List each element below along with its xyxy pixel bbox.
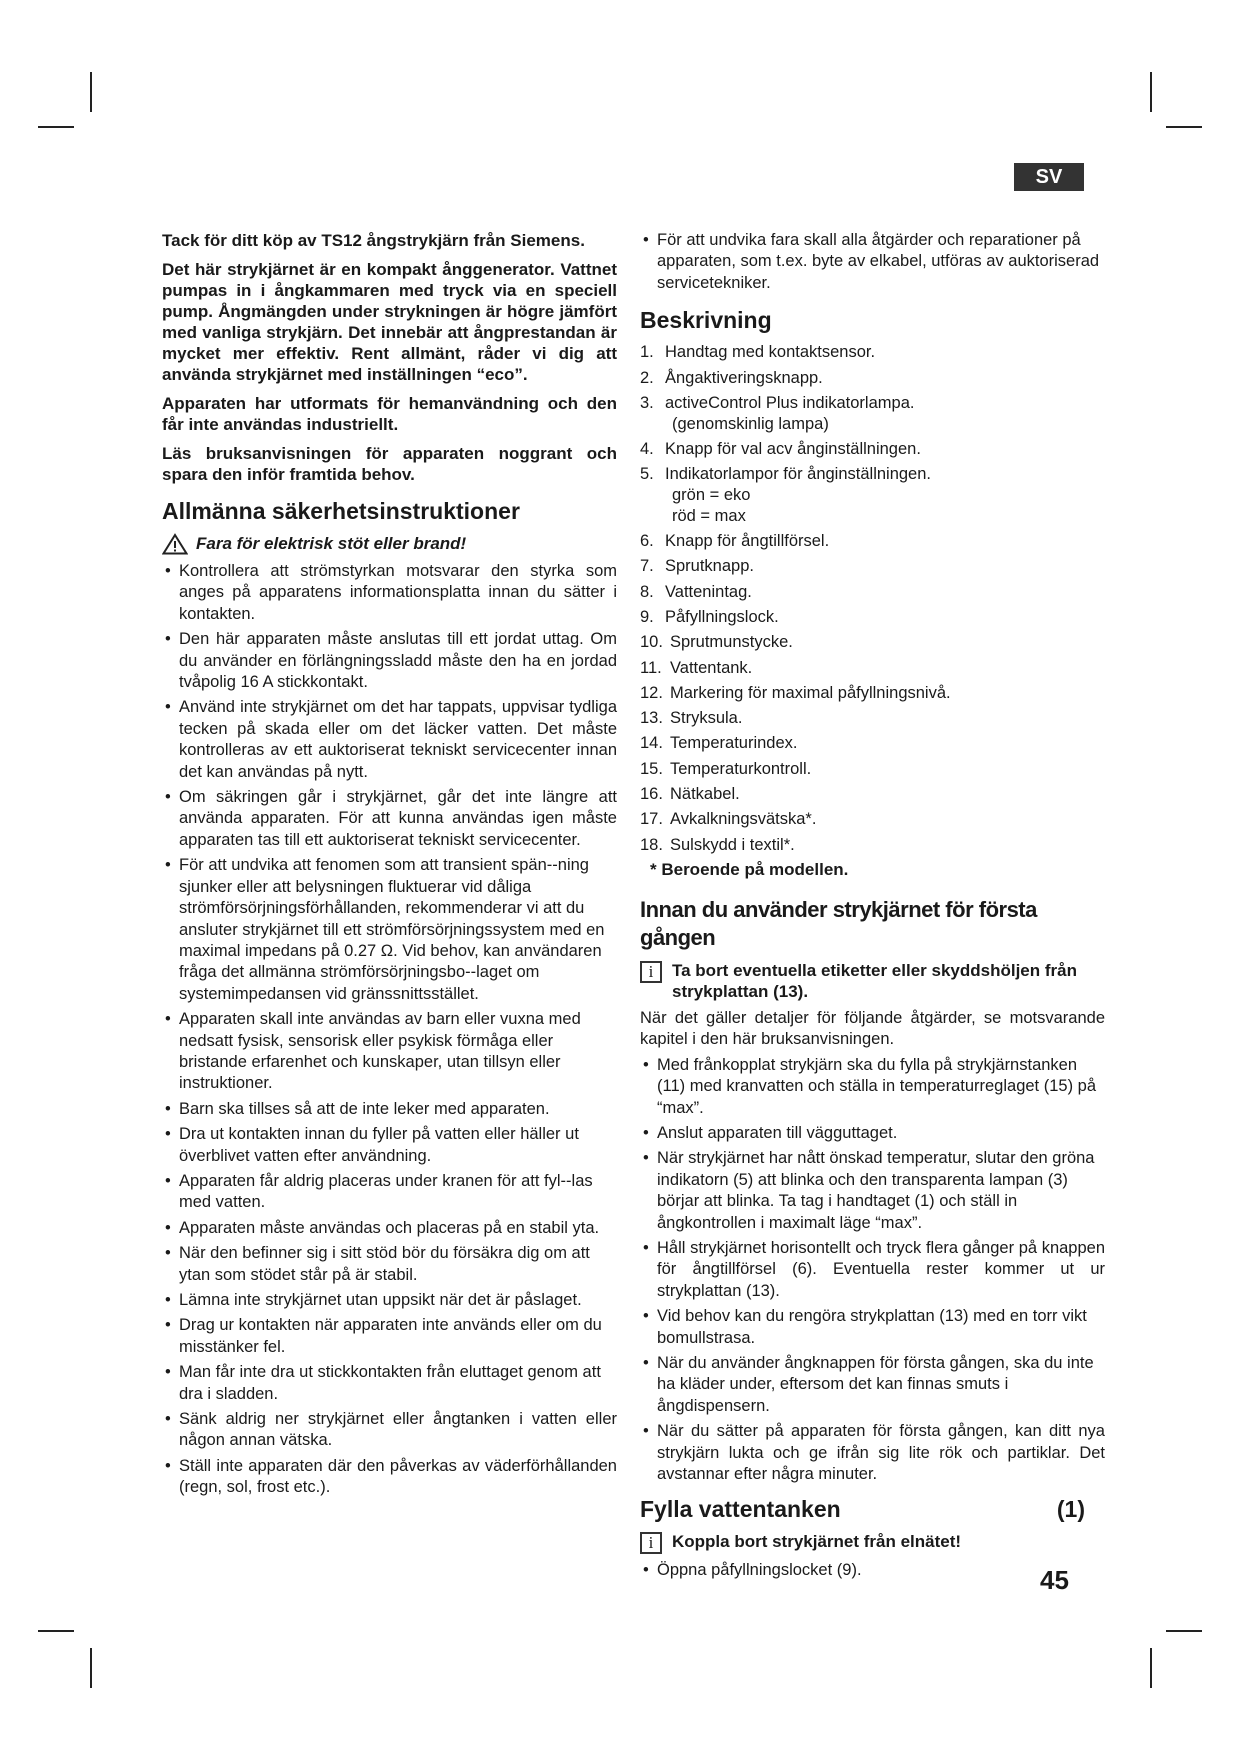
item-text: Ångaktiveringsknapp. [665,368,823,387]
fill-tank-heading-row [640,1491,1105,1527]
first-use-list [640,1055,1105,1486]
description-item [640,708,1105,729]
list-item: • Öppna påfyllningslocket (9). [640,1560,1105,1581]
model-note: * Beroende på modellen. [650,859,849,879]
first-use-info [640,960,1105,1002]
warning-text: Fara för elektrisk stöt eller brand! [196,534,467,553]
item-text: Handtag med kontaktsensor. [665,343,876,362]
item-number: 16. [640,785,663,804]
crop-mark [38,1630,74,1632]
description-item [640,582,1105,603]
list-item: • Håll strykjärnet horisontellt och tryck flera gånger på knappen för ångtillförsel (6). Eventuella rester kommer ut ur strykplattan (13). [640,1238,1105,1302]
item-text: Markering för maximal påfyllningsnivå. [670,683,951,702]
safety-list-continued [640,230,1105,294]
item-subtext: (genomskinlig lampa) [672,414,829,433]
list-item: • Kontrollera att strömstyrkan motsvarar den styrka som anges på apparatens informationsplatta innan du sätter i kontakten. [162,561,617,625]
list-item: • När strykjärnet har nått önskad temperatur, slutar den gröna indikatorn (5) att blinka och den transparenta lampan (3) börjar att blinka. Ta tag i handtaget (1) och ställ in ångkontrollen i maximalt läge “max”. [640,1148,1105,1234]
list-item: • Dra ut kontakten innan du fyller på vatten eller häller ut överblivet vatten efter användning. [162,1124,617,1167]
list-item: • Använd inte strykjärnet om det har tappats, uppvisar tydliga tecken på skada eller om det läcker vatten. Det måste kontrolleras av ett auktoriserat tekniskt servicecenter innan det kan användas på nytt. [162,697,617,783]
item-text: Sulskydd i textil*. [670,835,795,854]
crop-mark [90,1648,92,1688]
item-text: Vattenintag. [665,582,752,601]
item-number: 2. [640,368,654,387]
description-heading: Beskrivning [640,307,772,334]
info-text: Ta bort eventuella etiketter eller skyddshöljen från strykplattan (13). [672,960,1077,1001]
item-text: Knapp för val acv ånginställningen. [665,439,921,458]
right-column [640,230,1105,1586]
info-text: Koppla bort strykjärnet från elnätet! [672,1532,962,1552]
list-item: • När du använder ångknappen för första gången, ska du inte ha kläder under, eftersom det kan finnas smuts i ångdispensern. [640,1353,1105,1417]
description-item [640,683,1105,704]
item-number: 8. [640,582,654,601]
list-item: • Man får inte dra ut stickkontakten från eluttaget genom att dra i sladden. [162,1362,617,1405]
safety-heading: Allmänna säkerhetsinstruktioner [162,498,520,524]
description-item [640,784,1105,805]
item-number: 3. [640,393,654,412]
description-item [640,464,1105,526]
fill-tank-ref: (1) [1056,1496,1085,1523]
item-text: activeControl Plus indikatorlampa. [665,393,915,412]
language-badge: SV [1014,163,1084,191]
safety-list [162,561,617,1499]
item-number: 11. [640,658,662,677]
item-number: 13. [640,709,663,728]
list-item: • För att undvika fara skall alla åtgärder och reparationer på apparaten, som t.ex. byte av elkabel, utföras av auktoriserad servicetekniker. [640,230,1105,294]
crop-mark [90,72,92,112]
list-item: • Sänk aldrig ner strykjärnet eller ångtanken i vatten eller någon annan vätska. [162,1409,617,1452]
item-number: 17. [640,810,663,829]
description-item [640,393,1105,435]
list-item: • När du sätter på apparaten för första gången, kan ditt nya strykjärn lukta och ge ifrån sig lite rök och partiklar. Det avstannar efter några minuter. [640,1421,1105,1485]
item-number: 9. [640,607,654,626]
list-item: • När den befinner sig i sitt stöd bör du försäkra dig om att ytan som stödet står på är stabil. [162,1243,617,1286]
description-item [640,531,1105,552]
item-number: 12. [640,683,663,702]
item-number: 18. [640,835,663,854]
item-number: 14. [640,734,663,753]
item-number: 4. [640,439,654,458]
fill-tank-info [640,1531,1105,1554]
intro-paragraph: Det här strykjärnet är en kompakt ånggenerator. Vattnet pumpas in i ångkammaren med tryck via en speciell pump. Ångmängden under strykningen är högre jämfört med vanliga strykjärn. Det innebär att ångprestandan är mycket mer effektiv. Rent allmänt, råder vi dig att använda strykjärnet med inställningen “eco”. [162,260,617,384]
description-item [640,342,1105,363]
item-number: 6. [640,532,654,551]
item-text: Vattentank. [670,658,753,677]
intro [162,230,617,485]
item-number: 7. [640,557,654,576]
item-text: Knapp för ångtillförsel. [665,532,830,551]
item-text: Stryksula. [670,709,743,728]
list-item: • Vid behov kan du rengöra strykplattan (13) med en torr vikt bomullstrasa. [640,1306,1105,1349]
item-subtext: röd = max [672,506,746,525]
list-item: • För att undvika att fenomen som att transient spän--ning sjunker eller att belysningen fluktuerar vid dåliga strömförsörjningsförhållanden, rekommenderar vi att du ansluter strykjärnet till ett strömförsörjningssystem med en maximal impedans på 0.27 Ω. Vid behov, kan användaren fråga det allmänna strömförsörjningsbo--laget om systemimpedansen vid gränssnittsstället. [162,855,617,1005]
page-number: 45 [1040,1565,1069,1595]
first-use-heading: Innan du använder strykjärnet för första gången [640,896,1037,950]
info-icon: i [640,1532,662,1554]
item-text: Nätkabel. [670,785,740,804]
description-item [640,607,1105,628]
list-item: • Ställ inte apparaten där den påverkas av väderförhållanden (regn, sol, frost etc.). [162,1456,617,1499]
item-text: Sprutknapp. [665,557,754,576]
crop-mark [38,126,74,128]
fill-tank-heading: Fylla vattentanken [640,1496,841,1523]
intro-paragraph: Tack för ditt köp av TS12 ångstrykjärn från Siemens. [162,231,585,250]
item-number: 10. [640,633,663,652]
item-number: 1. [640,343,654,362]
list-item: • Apparaten måste användas och placeras på en stabil yta. [162,1218,617,1239]
left-column [162,230,617,1503]
item-text: Påfyllningslock. [665,607,779,626]
item-text: Avkalkningsvätska*. [670,810,817,829]
safety-warning [162,533,617,555]
list-item: • Anslut apparaten till vägguttaget. [640,1123,1105,1144]
description-item [640,733,1105,754]
description-item [640,439,1105,460]
item-text: Temperaturkontroll. [670,759,812,778]
list-item: • Barn ska tillses så att de inte leker med apparaten. [162,1099,617,1120]
item-number: 15. [640,759,663,778]
list-item: • Drag ur kontakten när apparaten inte används eller om du misstänker fel. [162,1315,617,1358]
item-number: 5. [640,465,654,484]
description-item [640,632,1105,653]
crop-mark [1150,72,1152,112]
item-subtext: grön = eko [672,486,751,504]
description-item [640,658,1105,679]
list-item: • Apparaten får aldrig placeras under kranen för att fyl--las med vatten. [162,1171,617,1214]
description-item [640,368,1105,389]
item-text: Temperaturindex. [670,734,798,753]
crop-mark [1166,126,1202,128]
description-item [640,759,1105,780]
warning-triangle-icon [162,533,188,555]
item-text: Indikatorlampor för ånginställningen. [665,465,931,484]
description-item [640,835,1105,856]
list-item: • Apparaten skall inte användas av barn eller vuxna med nedsatt fysisk, sensorisk eller psykisk förmåga eller bristande erfarenhet och kunskaper, utan tillsyn eller instruktioner. [162,1009,617,1095]
crop-mark [1166,1630,1202,1632]
description-item [640,809,1105,830]
list-item: • Den här apparaten måste anslutas till ett jordat uttag. Om du använder en förlängningssladd måste den ha en jordad tvåpolig 16 A stickkontakt. [162,629,617,693]
list-item: • Lämna inte strykjärnet utan uppsikt när det är påslaget. [162,1290,617,1311]
list-item: • Med frånkopplat strykjärn ska du fylla på strykjärnstanken (11) med kranvatten och ställa in temperaturreglaget (15) på “max”. [640,1055,1105,1119]
info-icon: i [640,961,662,983]
fill-tank-list [640,1560,1105,1581]
crop-mark [1150,1648,1152,1688]
list-item: • Om säkringen går i strykjärnet, går det inte längre att använda apparaten. För att kunna användas igen måste apparaten tas till ett auktoriserat tekniskt servicecenter. [162,787,617,851]
item-text: Sprutmunstycke. [670,633,793,652]
description-list [640,342,1105,855]
first-use-paragraph: När det gäller detaljer för följande åtgärder, se motsvarande kapitel i den här bruksanvisningen. [640,1008,1105,1049]
description-item [640,556,1105,577]
intro-paragraph: Apparaten har utformats för hemanvändning och den får inte användas industriellt. [162,394,617,434]
intro-paragraph: Läs bruksanvisningen för apparaten noggrant och spara den inför framtida behov. [162,444,617,484]
